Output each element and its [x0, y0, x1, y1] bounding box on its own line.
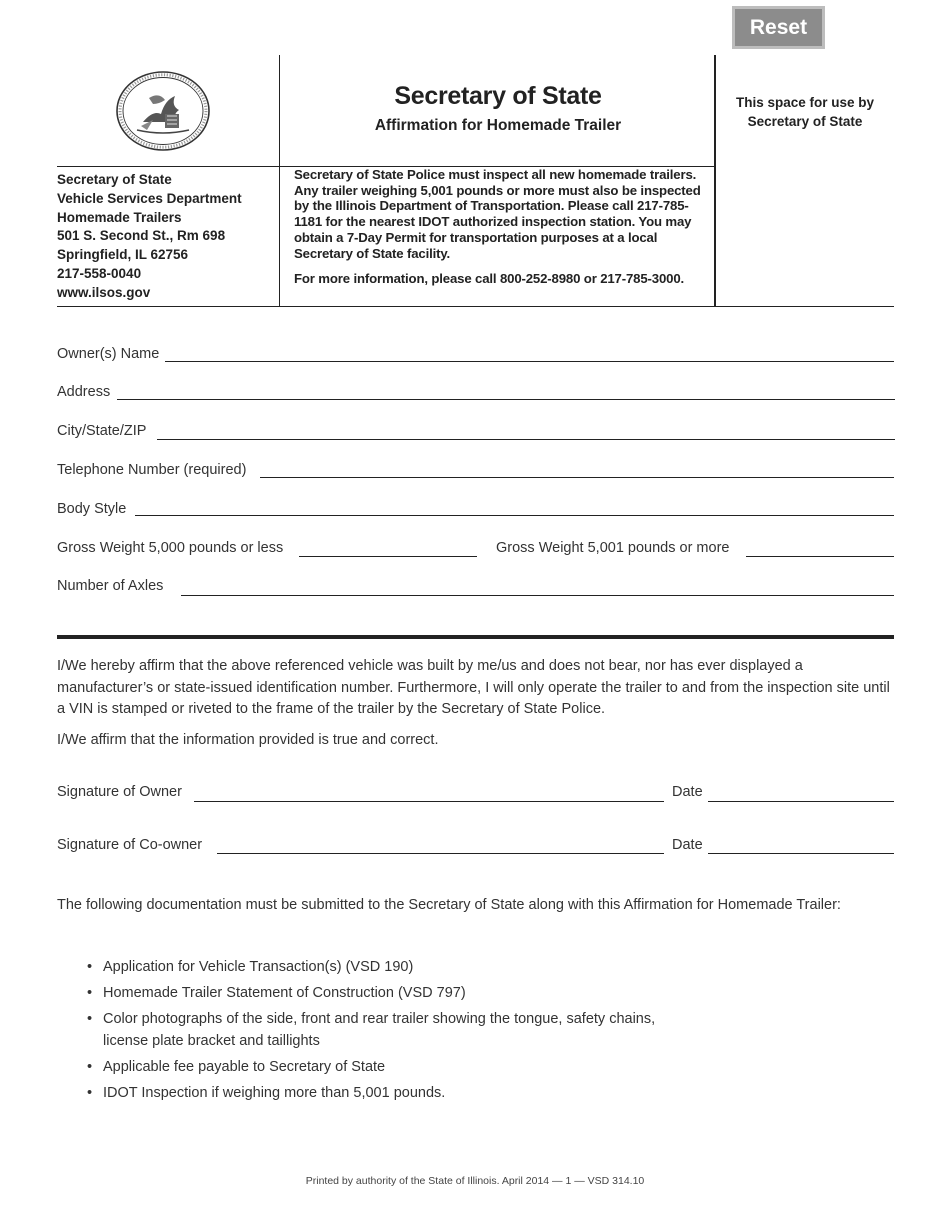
- telephone-field[interactable]: [260, 477, 894, 478]
- inspection-notice: [294, 167, 712, 287]
- owner-name-label: Owner(s) Name: [57, 346, 160, 362]
- bullet-icon: •: [87, 1059, 93, 1075]
- notice-contact: For more information, please call 800-252-8980 or 217-785-3000.: [294, 271, 685, 287]
- documentation-intro: The following documentation must be submitted to the Secretary of State along with this Affirmation for Homemade Trailer:: [57, 897, 841, 913]
- office-use-note: This space for use by Secretary of State: [735, 95, 875, 129]
- owner-date-label: Date: [672, 784, 703, 800]
- owner-signature-label: Signature of Owner: [57, 784, 182, 800]
- list-item: [87, 1056, 703, 1078]
- list-item-text: IDOT Inspection if weighing more than 5,001 pounds.: [103, 1085, 446, 1101]
- form-subtitle: Affirmation for Homemade Trailer: [374, 117, 622, 134]
- bullet-icon: •: [87, 1011, 93, 1027]
- bullet-icon: •: [87, 1085, 93, 1101]
- office-address: [57, 171, 242, 303]
- owner-name-field[interactable]: [165, 361, 894, 362]
- section-divider: [57, 635, 894, 639]
- coowner-signature-field[interactable]: [217, 853, 664, 854]
- affirmation-truth: I/We affirm that the information provided is true and correct.: [57, 732, 439, 748]
- gross-weight-light-label: Gross Weight 5,000 pounds or less: [57, 540, 284, 556]
- list-item: [87, 1008, 703, 1052]
- address-line: www.ilsos.gov: [57, 284, 151, 300]
- address-line: Homemade Trailers: [57, 209, 182, 225]
- telephone-label: Telephone Number (required): [57, 462, 247, 478]
- list-item-text: Color photographs of the side, front and rear trailer showing the tongue, safety chains, license plate bracket and taillights: [103, 1011, 656, 1049]
- owner-date-field[interactable]: [708, 801, 894, 802]
- gross-weight-heavy-field[interactable]: [746, 556, 894, 557]
- coowner-date-field[interactable]: [708, 853, 894, 854]
- city-state-zip-label: City/State/ZIP: [57, 423, 147, 439]
- list-item-text: Homemade Trailer Statement of Construction (VSD 797): [103, 985, 466, 1001]
- address-line: Springfield, IL 62756: [57, 247, 189, 263]
- list-item-text: Application for Vehicle Transaction(s) (VSD 190): [103, 959, 414, 975]
- address-line: Vehicle Services Department: [57, 190, 242, 206]
- list-item: [87, 982, 703, 1004]
- gross-weight-light-field[interactable]: [299, 556, 477, 557]
- reset-button[interactable]: Reset: [732, 6, 825, 49]
- address-line: Secretary of State: [57, 172, 172, 187]
- coowner-signature-label: Signature of Co-owner: [57, 837, 203, 853]
- bullet-icon: •: [87, 959, 93, 975]
- bullet-icon: •: [87, 985, 93, 1001]
- documentation-list: [87, 956, 703, 1108]
- affirmation-statement: I/We hereby affirm that the above referenced vehicle was built by me/us and does not bear, nor has ever displayed a manufacturer’s or state-issued identification number. Furthermore, I will only operate the trailer to and from the inspection site until a VIN is stamped or riveted to the frame of the trailer by the Secretary of State Police.: [57, 658, 890, 717]
- address-line: 501 S. Second St., Rm 698: [57, 228, 226, 244]
- footer-text: Printed by authority of the State of Illinois. April 2014 — 1 — VSD 314.10: [305, 1175, 645, 1187]
- coowner-date-label: Date: [672, 837, 703, 853]
- body-style-label: Body Style: [57, 501, 127, 517]
- header-divider-bottom: [57, 306, 894, 307]
- city-state-zip-field[interactable]: [157, 439, 895, 440]
- list-item: [87, 956, 703, 978]
- page-title: Secretary of State: [394, 82, 602, 110]
- gross-weight-heavy-label: Gross Weight 5,001 pounds or more: [496, 540, 730, 556]
- notice-paragraph: Secretary of State Police must inspect all new homemade trailers. Any trailer weighing 5,001 pounds or more must also be inspected by the Illinois Department of Transportation. Please call 217-785-1181 for the nearest IDOT authorized inspection station. You may obtain a 7-Day Permit for transportation purposes at a local Secretary of State facility.: [294, 167, 701, 261]
- header-divider-left: [279, 55, 280, 307]
- axles-field[interactable]: [181, 595, 894, 596]
- owner-signature-field[interactable]: [194, 801, 664, 802]
- list-item: [87, 1082, 703, 1104]
- address-label: Address: [57, 384, 111, 400]
- address-line: 217-558-0040: [57, 265, 142, 281]
- address-field[interactable]: [117, 399, 895, 400]
- body-style-field[interactable]: [135, 515, 894, 516]
- list-item-text: Applicable fee payable to Secretary of State: [103, 1059, 386, 1075]
- state-seal-icon: [113, 70, 213, 152]
- axles-label: Number of Axles: [57, 578, 164, 594]
